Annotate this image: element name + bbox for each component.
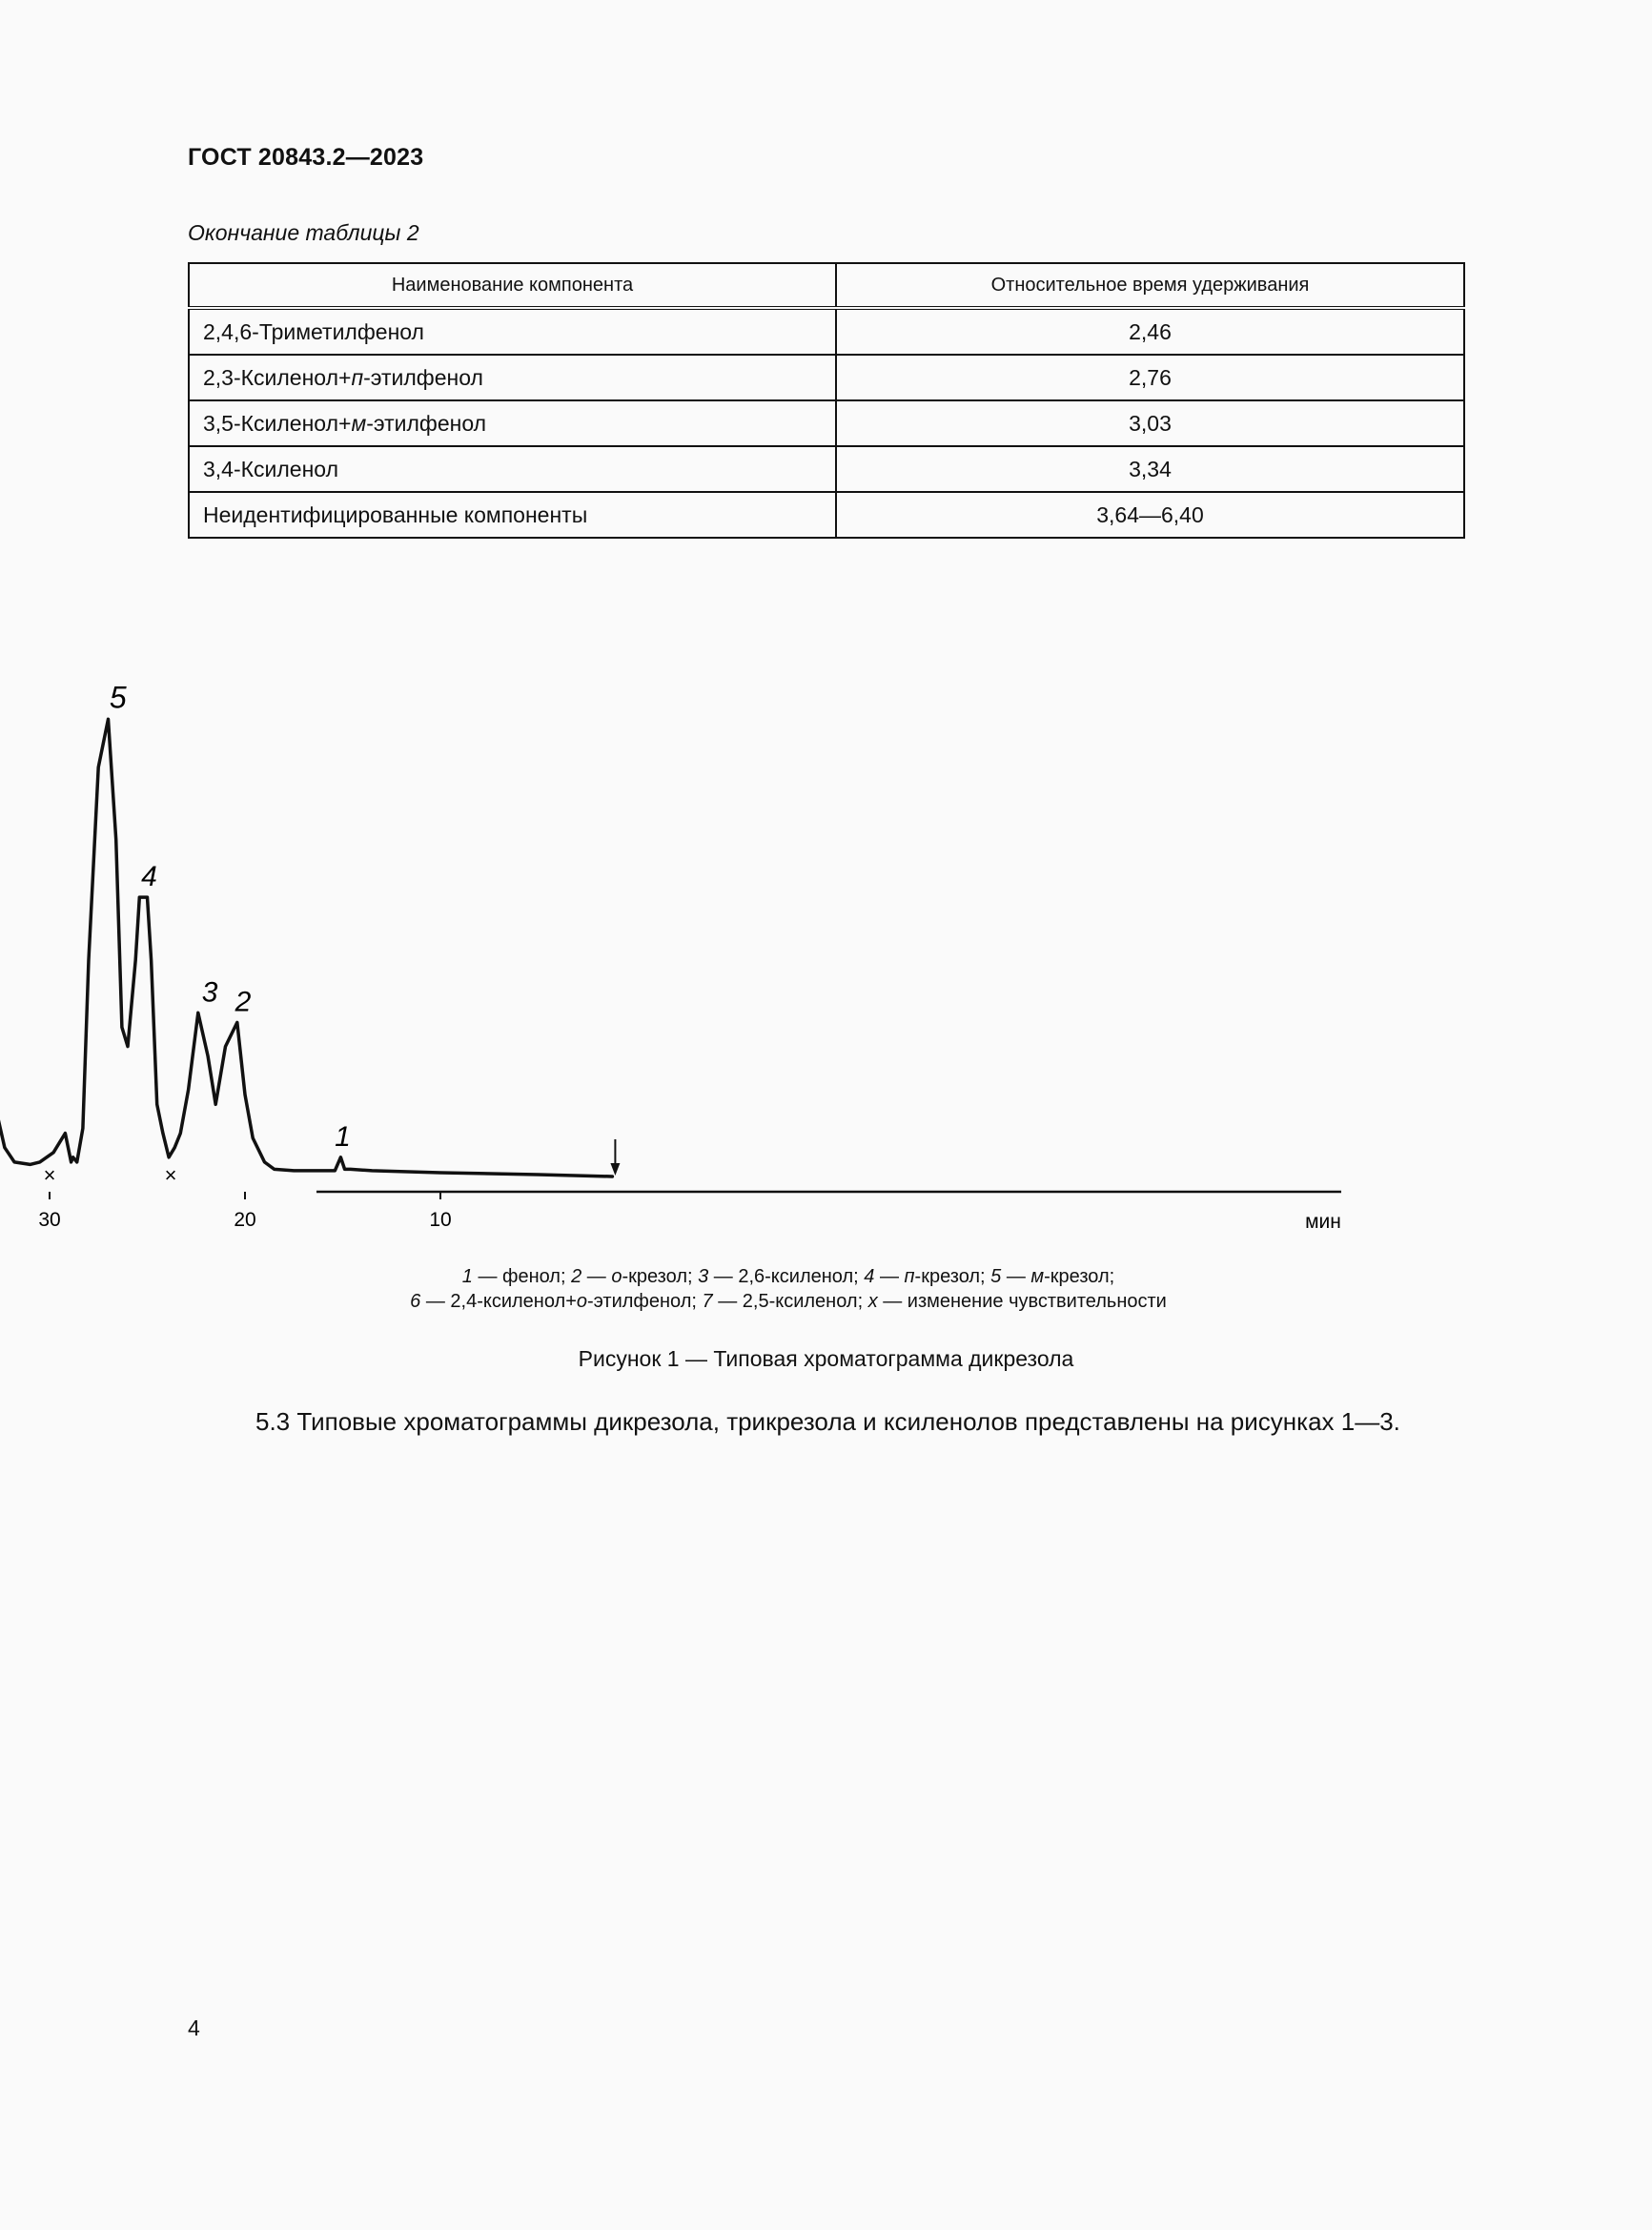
- figure-legend-line-2: [0, 1291, 1577, 1313]
- peak-label: 2: [235, 986, 252, 1018]
- legend-segment: -крезол;: [1044, 1266, 1115, 1287]
- column-header-retention: Относительное время удерживания: [836, 263, 1464, 308]
- legend-segment: — 2,5-ксиленол;: [712, 1291, 868, 1312]
- component-name-part: п: [351, 364, 364, 390]
- component-name-part: Неидентифицированные компоненты: [203, 501, 588, 527]
- peak-label: 5: [109, 680, 127, 715]
- chromatogram-series-line: [0, 695, 612, 1176]
- table-row: [189, 355, 1464, 400]
- legend-segment: 6: [410, 1291, 421, 1312]
- page-number: 4: [188, 2015, 200, 2040]
- x-axis-label: мин: [1305, 1211, 1341, 1233]
- legend-segment: -крезол;: [914, 1266, 991, 1287]
- table-row: [189, 308, 1464, 355]
- components-table: [188, 262, 1465, 539]
- legend-segment: —: [581, 1266, 612, 1287]
- retention-time-cell: 2,46: [836, 308, 1464, 355]
- peak-label: 3: [201, 976, 218, 1009]
- legend-segment: 1: [461, 1266, 473, 1287]
- legend-segment: —: [874, 1266, 905, 1287]
- legend-segment: — изменение чувствительности: [877, 1291, 1167, 1312]
- component-name-cell: [189, 355, 836, 400]
- table-caption: Окончание таблицы 2: [188, 220, 419, 245]
- peak-label: 1: [335, 1120, 351, 1153]
- legend-segment: — 2,4-ксиленол+: [420, 1291, 577, 1312]
- figure-caption: Рисунок 1 — Типовая хроматограмма дикрезола: [578, 1346, 1074, 1371]
- injection-arrow-head-icon: [610, 1163, 620, 1176]
- document-header: ГОСТ 20843.2—2023: [188, 144, 424, 171]
- legend-segment: м: [1030, 1266, 1045, 1287]
- component-name-part: 2,3-Ксиленол+: [203, 364, 352, 390]
- retention-time-cell: 3,64—6,40: [836, 492, 1464, 538]
- component-name-part: м: [351, 410, 367, 436]
- component-name-cell: [189, 492, 836, 538]
- sensitivity-change-mark: ×: [164, 1163, 177, 1187]
- component-name-cell: [189, 308, 836, 355]
- legend-segment: 5: [990, 1266, 1002, 1287]
- legend-segment: 2: [571, 1266, 582, 1287]
- component-name-part: -этилфенол: [363, 364, 483, 390]
- legend-segment: 3: [698, 1266, 709, 1287]
- table-row: [189, 446, 1464, 492]
- legend-segment: -этилфенол;: [587, 1291, 703, 1312]
- legend-segment: 7: [702, 1291, 713, 1312]
- legend-segment: 4: [864, 1266, 875, 1287]
- figure-legend-line-1: [0, 1266, 1577, 1288]
- legend-segment: — фенол;: [472, 1266, 572, 1287]
- legend-segment: о: [576, 1291, 587, 1312]
- table-header-row: [189, 263, 1464, 308]
- legend-segment: п: [904, 1266, 915, 1287]
- component-name-part: 2,4,6-Триметилфенол: [203, 318, 424, 344]
- table-row: [189, 492, 1464, 538]
- x-axis-tick-label: 30: [38, 1209, 61, 1231]
- column-header-name: Наименование компонента: [189, 263, 836, 308]
- chromatogram-chart: [38, 648, 1363, 1258]
- retention-time-cell: 3,03: [836, 400, 1464, 446]
- legend-segment: о: [611, 1266, 622, 1287]
- component-name-cell: [189, 400, 836, 446]
- legend-segment: -крезол;: [622, 1266, 699, 1287]
- sensitivity-change-mark: ×: [43, 1163, 56, 1187]
- component-name-part: -этилфенол: [366, 410, 487, 436]
- x-axis-tick-label: 10: [429, 1209, 452, 1231]
- table-row: [189, 400, 1464, 446]
- component-name-part: 3,4-Ксиленол: [203, 456, 338, 481]
- component-name-cell: [189, 446, 836, 492]
- peak-label: 4: [141, 861, 157, 893]
- legend-segment: х: [867, 1291, 878, 1312]
- body-paragraph: 5.3 Типовые хроматограммы дикрезола, трикрезола и ксиленолов представлены на рисунках 1—3.: [255, 1407, 1400, 1436]
- legend-segment: —: [1001, 1266, 1031, 1287]
- component-name-part: 3,5-Ксиленол+: [203, 410, 352, 436]
- retention-time-cell: 3,34: [836, 446, 1464, 492]
- x-axis-tick-label: 20: [234, 1209, 256, 1231]
- retention-time-cell: 2,76: [836, 355, 1464, 400]
- legend-segment: — 2,6-ксиленол;: [708, 1266, 865, 1287]
